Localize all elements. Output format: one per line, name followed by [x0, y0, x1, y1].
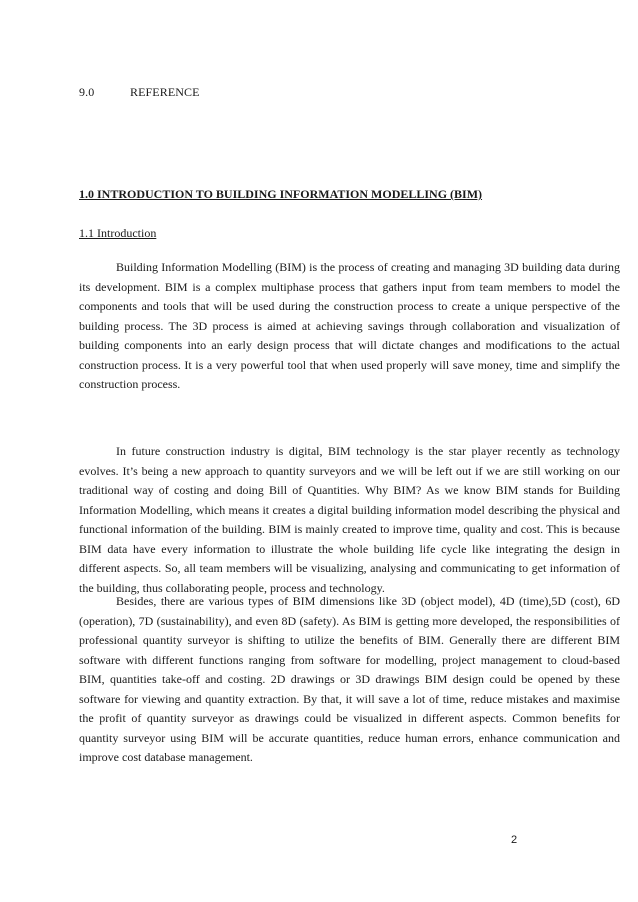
chapter-heading: 1.0 INTRODUCTION TO BUILDING INFORMATION MODELLING (BIM) [79, 187, 483, 201]
page-number: 2 [511, 834, 518, 846]
reference-number: 9.0 [79, 85, 95, 99]
paragraph-bim-future: In future construction industry is digital, BIM technology is the star player recently as technology evolves. It’s being a new approach to quantity surveyors and we will be left out if we are still working on our traditional way of costing and doing Bill of Quantities. Why BIM? As we know BIM stands for Building Information Modelling, which means it creates a digital building information model describing the physical and functional information of the building. BIM is mainly created to improve time, quality and cost. This is because BIM data have every information to illustrate the whole building life cycle like integrating the design in different aspects. So, all team members will be visualizing, analysing and communicating to get information of the building, thus collaborating people, process and technology. [79, 444, 620, 595]
section-heading: 1.1 Introduction [79, 226, 157, 240]
reference-title: REFERENCE [130, 85, 200, 99]
reference-heading [79, 85, 200, 100]
paragraph-bim-dimensions: Besides, there are various types of BIM dimensions like 3D (object model), 4D (time),5D (cost), 6D (operation), 7D (sustainability), and even 8D (safety). As BIM is getting more developed, the responsibilities of professional quantity surveyor is shifting to utilize the benefits of BIM. Generally there are different BIM software with different functions ranging from software for modelling, project management to cloud-based BIM, quantities take-off and costing. 2D drawings or 3D drawings BIM design could be opened by these software for viewing and quantity extraction. By that, it will save a lot of time, reduce mistakes and maximise the profit of quantity surveyor as drawings could be visualized in different aspects. Common benefits for quantity surveyor using BIM will be accurate quantities, reduce human errors, enhance communication and improve cost database management. [79, 594, 620, 764]
paragraph-bim-definition: Building Information Modelling (BIM) is the process of creating and managing 3D building data during its development. BIM is a complex multiphase process that gathers input from team members to model the components and tools that will be used during the construction process to create a unique perspective of the building process. The 3D process is aimed at achieving savings through collaboration and visualization of building components into an early design process that will dictate changes and modifications to the actual construction process. It is a very powerful tool that when used properly will save money, time and simplify the construction process. [79, 260, 620, 391]
